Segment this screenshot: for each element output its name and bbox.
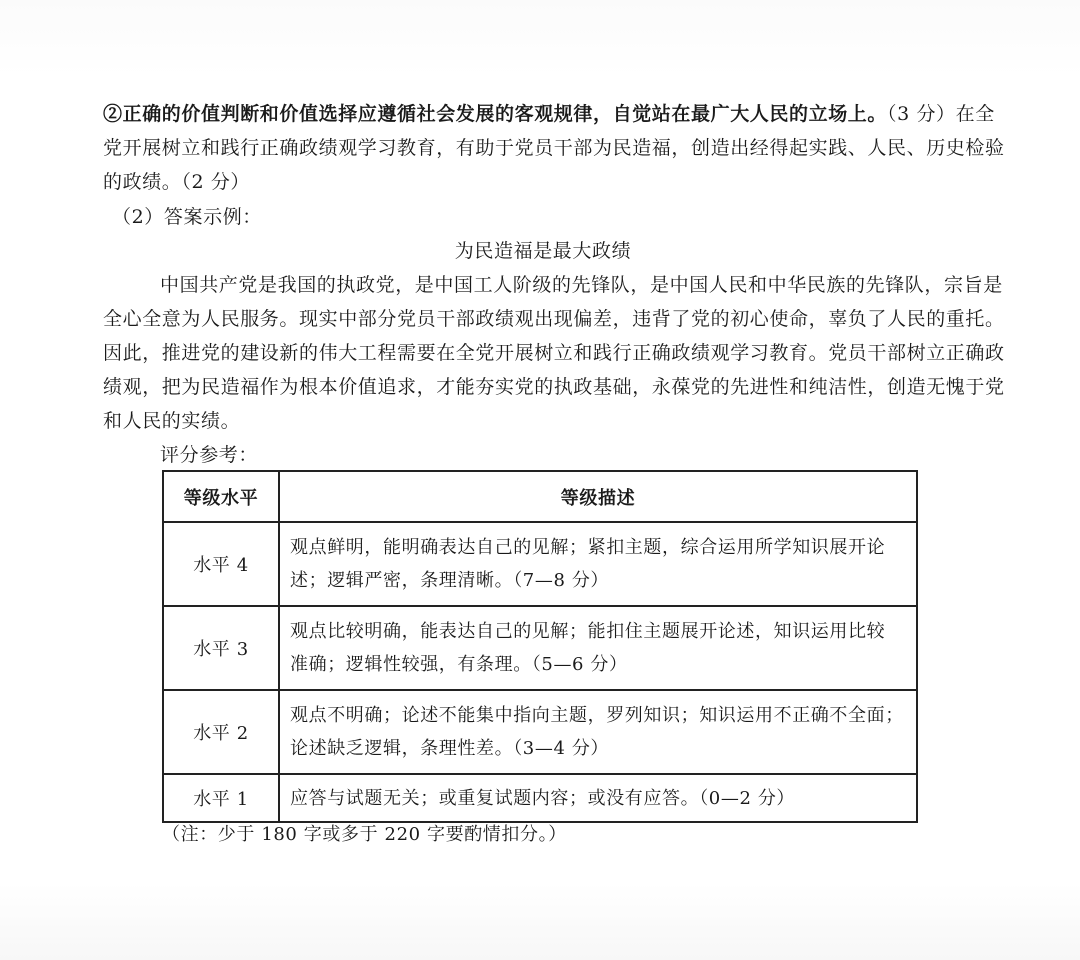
- essay-line: 因此，推进党的建设新的伟大工程需要在全党开展树立和践行正确政绩观学习教育。党员干部树立正确政: [103, 342, 1005, 364]
- table-row: [163, 690, 917, 774]
- part-2-label: （2）答案示例：: [112, 206, 262, 228]
- description-line: 观点鲜明，能明确表达自己的见解；紧扣主题，综合运用所学知识展开论: [290, 537, 886, 558]
- description-line: 准确；逻辑性较强，有条理。（5—6 分）: [290, 654, 628, 675]
- level-cell: 水平 4: [163, 522, 279, 606]
- answer-point-2-line-3: 的政绩。（2 分）: [103, 171, 251, 193]
- description-cell: [279, 522, 917, 606]
- answer-point-2-line-2: 党开展树立和践行正确政绩观学习教育，有助于党员干部为民造福，创造出经得起实践、人民、历史检验: [103, 137, 1005, 159]
- essay-line: 全心全意为人民服务。现实中部分党员干部政绩观出现偏差，违背了党的初心使命，辜负了人民的重托。: [103, 308, 1005, 330]
- level-cell: 水平 3: [163, 606, 279, 690]
- word-count-note: （注：少于 180 字或多于 220 字要酌情扣分。）: [162, 824, 567, 845]
- description-line: 应答与试题无关；或重复试题内容；或没有应答。（0—2 分）: [290, 787, 796, 809]
- description-cell: [279, 606, 917, 690]
- description-cell: [279, 774, 917, 822]
- scoring-label: 评分参考：: [160, 444, 259, 466]
- description-line: 观点比较明确，能表达自己的见解；能扣住主题展开论述，知识运用比较: [290, 621, 886, 642]
- table-row: [163, 522, 917, 606]
- header-description: 等级描述: [279, 471, 917, 522]
- table-header-row: [163, 471, 917, 522]
- essay-line: 绩观，把为民造福作为根本价值追求，才能夯实党的执政基础，永葆党的先进性和纯洁性，创造无愧于党: [103, 376, 1005, 398]
- description-cell: [279, 690, 917, 774]
- grading-table: [162, 470, 918, 823]
- description-line: 述；逻辑严密，条理清晰。（7—8 分）: [290, 570, 610, 591]
- essay-line: 和人民的实绩。: [103, 410, 241, 432]
- answer-point-2-bold: ②正确的价值判断和价值选择应遵循社会发展的客观规律，自觉站在最广大人民的立场上。: [103, 103, 888, 125]
- table-row: [163, 774, 917, 822]
- answer-point-2-line-1: [103, 97, 995, 131]
- answer-point-2-score: （3 分）在全: [887, 103, 995, 125]
- description-line: 论述缺乏逻辑，条理性差。（3—4 分）: [290, 738, 610, 759]
- essay-line: 中国共产党是我国的执政党，是中国工人阶级的先锋队，是中国人民和中华民族的先锋队，宗旨是: [160, 274, 1003, 296]
- header-level: 等级水平: [163, 471, 279, 522]
- table-row: [163, 606, 917, 690]
- level-cell: 水平 2: [163, 690, 279, 774]
- description-line: 观点不明确；论述不能集中指向主题，罗列知识；知识运用不正确不全面；: [290, 705, 904, 726]
- level-cell: 水平 1: [163, 774, 279, 822]
- essay-title: 为民造福是最大政绩: [454, 240, 632, 262]
